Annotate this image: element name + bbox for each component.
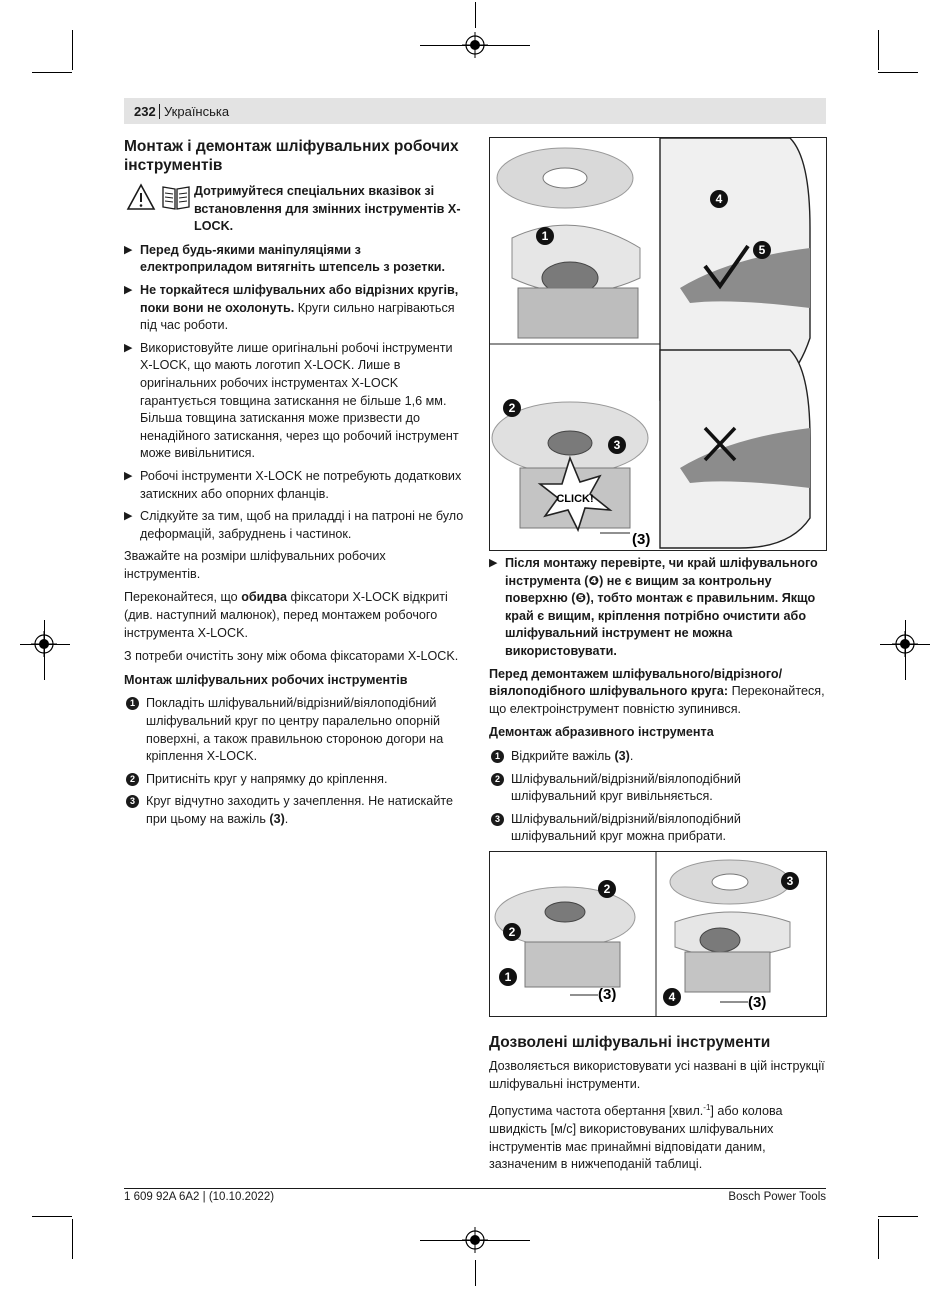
step-item: [124, 771, 464, 789]
callout-3: [608, 436, 626, 454]
svg-text:5: 5: [758, 243, 766, 257]
step-text: Шліфувальний/відрізний/віялоподібний шліфувальний круг вивільняється.: [511, 771, 741, 804]
step-number-icon: 3: [126, 795, 139, 808]
manual-book-icon: [160, 183, 192, 211]
arrow-bullet-icon: ▶: [124, 243, 133, 256]
subsection-title: Монтаж шліфувальних робочих інструментів: [124, 672, 408, 687]
step-number-icon: 1: [491, 750, 504, 763]
callout-2: [598, 880, 616, 898]
registration-mark-icon: [892, 631, 918, 657]
footer-divider: [124, 1188, 826, 1189]
arrow-bullet-icon: ▶: [489, 557, 498, 569]
step-number-icon: 2: [491, 773, 504, 786]
paragraph: Зважайте на розміри шліфувальних робочих інструментів.: [124, 549, 386, 581]
step-item: 1 Відкрийте важіль (3).: [489, 748, 826, 766]
mounting-illustration: [490, 138, 826, 550]
click-label: CLICK!: [556, 493, 594, 505]
left-column: [124, 137, 464, 834]
page-header: [124, 98, 826, 124]
svg-text:1: 1: [504, 970, 512, 984]
callout-2: [503, 923, 521, 941]
svg-text:3: 3: [613, 438, 621, 452]
lever-ref-label: (3): [598, 986, 617, 1003]
callout-2: [503, 399, 521, 417]
bullet-text: Робочі інструменти X-LOCK не потребують додаткових затискних або опорних фланців.: [140, 468, 462, 501]
document-code: 1 609 92A 6A2 | (10.10.2022): [124, 1191, 275, 1203]
right-column: [489, 555, 826, 851]
allowed-tools-section: [489, 1033, 826, 1180]
mounting-figure: [489, 137, 827, 551]
crop-mark: [72, 30, 73, 70]
step-number-icon: 2: [126, 773, 139, 786]
crop-mark: [878, 30, 879, 70]
bullet-item: [124, 508, 464, 543]
svg-text:1: 1: [541, 229, 549, 243]
bullet-item: ▶ Після монтажу перевірте, чи край шліфувального інструмента (❹) не є вищим за контрольну поверхню (❺), тобто монтаж є правильним. Якщо край є вищим, кріплення потрібно очистити або шліфувальний інструмент не можна використовувати.: [489, 556, 818, 658]
arrow-bullet-icon: ▶: [124, 283, 133, 296]
arrow-bullet-icon: ▶: [124, 469, 133, 482]
lever-ref-label: (3): [632, 531, 651, 548]
paragraph: Переконайтеся, що обидва фіксатори X-LOCK відкриті (див. наступний малюнок), перед монтажем робочого інструмента X-LOCK.: [124, 590, 448, 640]
step-number-icon: 1: [126, 697, 139, 710]
arrow-bullet-icon: ▶: [124, 510, 133, 523]
bullet-item: [124, 468, 464, 503]
step-text: Притисніть круг у напрямку до кріплення.: [146, 771, 388, 786]
step-item: [489, 811, 826, 846]
callout-1: [499, 968, 517, 986]
crop-mark: [72, 1219, 73, 1259]
crop-mark: [878, 1219, 879, 1259]
paragraph: Перед демонтажем шліфувального/відрізного/віялоподібного шліфувального круга: Переконайтеся, що електроінструмент повністю зупинився.: [489, 666, 825, 716]
svg-text:2: 2: [508, 401, 516, 415]
callout-4: [710, 190, 728, 208]
bullet-text-bold: Не торкайтеся шліфувальних або відрізних кругів, поки вони не охолонуть.: [140, 282, 459, 315]
crop-mark: [475, 2, 476, 28]
svg-text:3: 3: [786, 874, 794, 888]
subsection-title: Демонтаж абразивного інструмента: [489, 725, 714, 740]
step-item: [124, 695, 464, 765]
warning-icons: [126, 183, 192, 211]
callout-5: [753, 241, 771, 259]
page-number: 232: [134, 104, 156, 119]
crop-mark: [878, 1216, 918, 1217]
step-item: [489, 771, 826, 806]
step-item: [124, 793, 464, 828]
lever-ref-label: (3): [748, 994, 767, 1011]
arrow-bullet-icon: ▶: [124, 341, 133, 354]
crop-mark: [32, 1216, 72, 1217]
svg-text:2: 2: [603, 882, 611, 896]
bullet-text: Слідкуйте за тим, щоб на приладді і на патроні не було деформацій, забруднень і частинок.: [140, 509, 464, 541]
section-title: Монтаж і демонтаж шліфувальних робочих інструментів: [124, 138, 459, 174]
header-divider: [159, 104, 160, 119]
svg-text:4: 4: [715, 192, 723, 206]
dismounting-illustration: [490, 852, 826, 1016]
warning-block: [124, 183, 464, 236]
bullet-item: [124, 242, 464, 277]
step-text: Круг відчутно заходить у зачеплення. Не натискайте при цьому на важіль (3).: [146, 794, 453, 826]
section-title: Дозволені шліфувальні інструменти: [489, 1034, 771, 1051]
callout-1: [536, 227, 554, 245]
dismounting-figure: [489, 851, 827, 1017]
svg-text:2: 2: [508, 925, 516, 939]
callout-3: [781, 872, 799, 890]
bullet-text: Круги сильно нагріваються під час роботи.: [140, 300, 455, 333]
bullet-text: Перед будь-якими маніпуляціями з електроприладом витягніть штепсель з розетки.: [140, 242, 445, 275]
brand-name: Bosch Power Tools: [728, 1191, 826, 1203]
step-text: Покладіть шліфувальний/відрізний/віялоподібний шліфувальний круг по центру паралельно опорній поверхні, а також правильною стороною догори на кріплення X-LOCK.: [146, 696, 444, 764]
bullet-text: Використовуйте лише оригінальні робочі інструменти X-LOCK, що мають логотип X-LOCK. Лише в оригінальних робочих інструментах X-LOCK гарантується товщина затискання не більше 1,6 мм. Більша товщина затискання може призвести до ненадійного затискання, через що робочий інструмент може вивільнитися.: [140, 340, 459, 461]
svg-text:4: 4: [668, 990, 676, 1004]
bullet-item: [124, 340, 464, 463]
paragraph: Допустима частота обертання [хвил.$^{-1}$] або колова швидкість [м/с] використовуваних шліфувальних інструментів має принаймні відповідати даним, зазначеним в нижчеподаній таблиці.: [489, 1103, 783, 1172]
registration-mark-icon: [462, 1227, 488, 1253]
page-language: Українська: [164, 104, 230, 119]
crop-mark: [475, 1260, 476, 1286]
bullet-item: [124, 282, 464, 335]
warning-triangle-icon: [126, 183, 156, 211]
crop-mark: [878, 72, 918, 73]
paragraph: З потреби очистіть зону між обома фіксаторами X-LOCK.: [124, 649, 459, 664]
warning-text: Дотримуйтеся спеціальних вказівок зі встановлення для змінних інструментів X-LOCK.: [194, 184, 461, 234]
step-text: Шліфувальний/відрізний/віялоподібний шліфувальний круг можна прибрати.: [511, 811, 741, 844]
crop-mark: [32, 72, 72, 73]
paragraph: Дозволяється використовувати усі названі в цій інструкції шліфувальні інструменти.: [489, 1059, 825, 1091]
step-number-icon: 3: [491, 813, 504, 826]
registration-mark-icon: [462, 32, 488, 58]
callout-4: [663, 988, 681, 1006]
registration-mark-icon: [31, 631, 57, 657]
